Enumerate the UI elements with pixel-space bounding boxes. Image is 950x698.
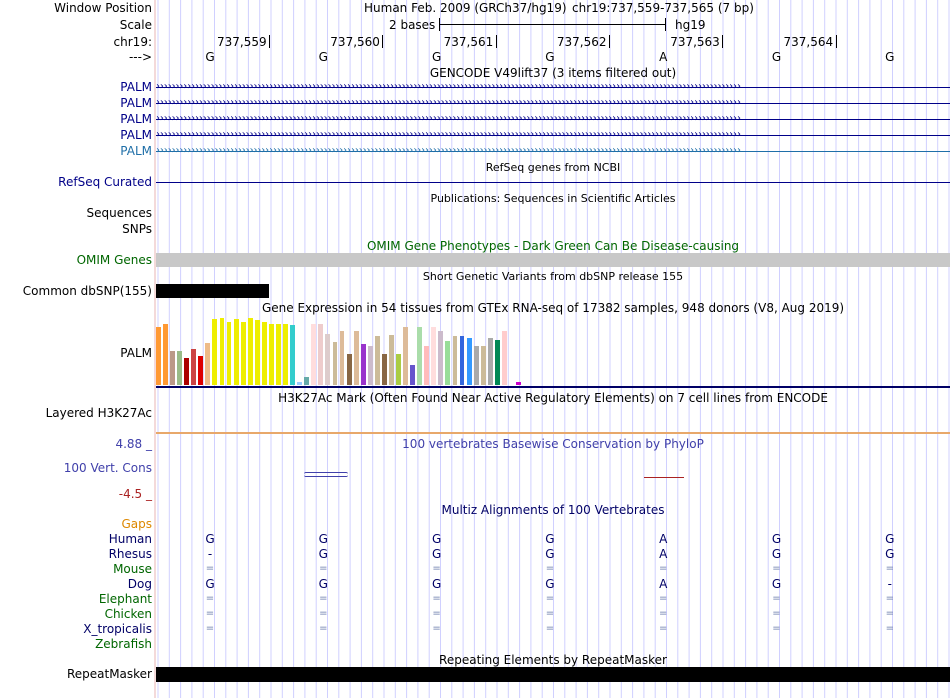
gtex-tissue-bar[interactable] <box>156 327 161 385</box>
gtex-tissue-bar[interactable] <box>481 346 486 385</box>
multiz-base: = <box>319 563 328 574</box>
gtex-tissue-bar[interactable] <box>297 382 302 385</box>
ruler-tick <box>382 35 383 48</box>
ruler-tick-label: 737,561 <box>443 35 494 49</box>
gtex-tissue-bar[interactable] <box>340 331 345 385</box>
gencode-item-label[interactable]: PALM <box>120 112 152 126</box>
multiz-base: = <box>205 623 215 634</box>
gtex-tissue-bar[interactable] <box>495 340 500 385</box>
gtex-tissue-bar[interactable] <box>163 324 168 385</box>
gencode-item-label[interactable]: PALM <box>120 96 152 110</box>
gtex-tissue-bar[interactable] <box>467 338 472 385</box>
gtex-tissue-bar[interactable] <box>205 343 210 385</box>
multiz-base: G <box>205 532 215 546</box>
gtex-title[interactable]: Gene Expression in 54 tissues from GTEx RNA-seq of 17382 samples, 948 donors (V8, Aug 2019) <box>261 301 845 315</box>
assembly-label: Human Feb. 2009 (GRCh37/hg19) <box>364 1 567 15</box>
gtex-tissue-bar[interactable] <box>311 324 316 385</box>
gtex-tissue-bar[interactable] <box>262 322 267 385</box>
ruler-tick-label: 737,563 <box>670 35 720 49</box>
gtex-tissue-bar[interactable] <box>382 354 387 385</box>
strand-label: ---> <box>128 50 152 64</box>
multiz-species-label[interactable]: Elephant <box>98 592 152 606</box>
position-label[interactable]: chr19:737,559-737,565 (7 bp) <box>572 1 754 15</box>
gtex-tissue-bar[interactable] <box>333 342 338 385</box>
ruler-tick <box>269 35 270 48</box>
multiz-base: = <box>432 608 441 619</box>
dbsnp-title[interactable]: Short Genetic Variants from dbSNP release 155 <box>422 270 684 283</box>
ruler-tick-label: 737,564 <box>783 35 834 49</box>
ruler-tick-label: 737,559 <box>217 35 267 49</box>
multiz-species-label[interactable]: X_tropicalis <box>83 622 152 636</box>
multiz-base: - <box>887 577 892 591</box>
multiz-base: G <box>431 547 442 561</box>
gencode-title[interactable]: GENCODE V49lift37 (3 items filtered out) <box>429 66 677 80</box>
refseq-line <box>156 182 950 183</box>
multiz-base: = <box>885 593 894 604</box>
repeatmasker-label[interactable]: RepeatMasker <box>66 667 152 681</box>
multiz-base: = <box>205 563 215 574</box>
repeatmasker-feature[interactable] <box>156 667 950 682</box>
scale-text: 2 bases <box>389 18 436 32</box>
gtex-tissue-bar[interactable] <box>417 327 422 385</box>
multiz-base: G <box>771 577 782 591</box>
reference-base: G <box>318 50 328 64</box>
gencode-strand-arrows: ›››››››››››››››››››››››››››››››››››››››››››››››››››››››››››››››››››››››››››››››››››››››››››››››››››››››››››››››››››››››››››››››››››››››››››››››››››››› <box>156 129 741 140</box>
multiz-base: G <box>545 577 555 591</box>
gtex-tissue-bar[interactable] <box>184 358 189 385</box>
scale-bar-left-tick <box>439 18 440 31</box>
multiz-base: = <box>772 608 781 619</box>
multiz-base: G <box>771 532 782 546</box>
multiz-base: = <box>658 593 668 604</box>
multiz-base: = <box>432 563 441 574</box>
multiz-base: = <box>885 608 894 619</box>
multiz-base: = <box>885 623 894 634</box>
gtex-tissue-bar[interactable] <box>431 327 436 385</box>
multiz-base: = <box>205 608 215 619</box>
gtex-tissue-bar[interactable] <box>375 336 380 385</box>
multiz-species-label[interactable]: Rhesus <box>108 547 152 561</box>
gencode-item-label[interactable]: PALM <box>120 144 152 158</box>
gtex-tissue-bar[interactable] <box>502 331 507 385</box>
gtex-tissue-bar[interactable] <box>220 318 225 385</box>
conservation-title[interactable]: 100 vertebrates Basewise Conservation by PhyloP <box>402 437 704 451</box>
multiz-species-label[interactable]: Chicken <box>104 607 152 621</box>
conservation-negative-blip <box>644 477 684 478</box>
conservation-min: -4.5 _ <box>118 487 152 501</box>
reference-base: G <box>885 50 895 64</box>
gtex-tissue-bar[interactable] <box>438 331 443 385</box>
gaps-label[interactable]: Gaps <box>121 517 152 531</box>
multiz-species-label[interactable]: Human <box>108 532 152 546</box>
multiz-base: G <box>318 577 328 591</box>
multiz-base: = <box>772 593 781 604</box>
multiz-title[interactable]: Multiz Alignments of 100 Vertebrates <box>441 503 665 517</box>
gtex-tissue-bar[interactable] <box>488 338 493 385</box>
gtex-tissue-bar[interactable] <box>248 318 253 385</box>
gtex-tissue-bar[interactable] <box>516 382 521 385</box>
gtex-label[interactable]: PALM <box>120 346 152 360</box>
multiz-base: G <box>885 532 895 546</box>
window-position-label: Window Position <box>54 1 152 15</box>
multiz-base: = <box>658 608 668 619</box>
ruler-tick <box>609 35 610 48</box>
gtex-baseline <box>156 386 950 388</box>
refseq-label[interactable]: RefSeq Curated <box>58 175 152 189</box>
gtex-tissue-bar[interactable] <box>318 324 323 385</box>
gtex-tissue-bar[interactable] <box>304 377 309 385</box>
multiz-base: = <box>545 563 555 574</box>
multiz-base: = <box>432 623 441 634</box>
publications-title[interactable]: Publications: Sequences in Scientific Articles <box>430 192 676 205</box>
multiz-base: = <box>319 623 328 634</box>
gtex-tissue-bar[interactable] <box>198 356 203 385</box>
multiz-base: G <box>431 577 442 591</box>
multiz-base: G <box>205 577 215 591</box>
multiz-base: A <box>659 532 668 546</box>
gtex-tissue-bar[interactable] <box>354 331 359 385</box>
conservation-label[interactable]: 100 Vert. Cons <box>63 461 152 475</box>
reference-base: G <box>545 50 555 64</box>
multiz-base: = <box>319 593 328 604</box>
scale-db: hg19 <box>675 18 706 32</box>
multiz-base: = <box>772 563 781 574</box>
h3k27ac-signal-line <box>156 432 950 434</box>
gtex-tissue-bar[interactable] <box>283 324 288 385</box>
gtex-tissue-bar[interactable] <box>347 354 352 385</box>
scale-bar-right-tick <box>665 18 666 31</box>
repeatmasker-title[interactable]: Repeating Elements by RepeatMasker <box>439 653 667 667</box>
gencode-strand-arrows: ›››››››››››››››››››››››››››››››››››››››››››››››››››››››››››››››››››››››››››››››››››››››››››››››››››››››››››››››››››››››››››››››››››››››››››››››››››››› <box>156 81 741 92</box>
dbsnp-feature[interactable] <box>156 284 269 298</box>
reference-base: A <box>659 50 668 64</box>
gtex-tissue-bar[interactable] <box>460 336 465 385</box>
gtex-tissue-bar[interactable] <box>241 322 246 385</box>
ruler-tick <box>722 35 723 48</box>
refseq-title[interactable]: RefSeq genes from NCBI <box>485 161 621 174</box>
gtex-tissue-bar[interactable] <box>191 349 196 385</box>
ruler-tick <box>496 35 497 48</box>
gtex-tissue-bar[interactable] <box>424 346 429 385</box>
gtex-tissue-bar[interactable] <box>227 322 232 385</box>
multiz-base: G <box>545 532 555 546</box>
gtex-tissue-bar[interactable] <box>361 344 366 385</box>
ruler-tick <box>836 35 837 48</box>
gtex-tissue-bar[interactable] <box>325 334 330 385</box>
reference-base: G <box>431 50 442 64</box>
gtex-tissue-bar[interactable] <box>474 346 479 385</box>
multiz-base: A <box>659 577 668 591</box>
h3k27ac-title[interactable]: H3K27Ac Mark (Often Found Near Active Regulatory Elements) on 7 cell lines from ENCODE <box>278 391 828 405</box>
gtex-tissue-bar[interactable] <box>269 324 274 385</box>
dbsnp-label[interactable]: Common dbSNP(155) <box>22 284 152 298</box>
gencode-strand-arrows: ›››››››››››››››››››››››››››››››››››››››››››››››››››››››››››››››››››››››››››››››››››››››››››››››››››››››››››››››››››››››››››››››››››››››››››››››››››››› <box>156 97 741 108</box>
gtex-tissue-bar[interactable] <box>276 324 281 385</box>
chrom-label: chr19: <box>113 35 152 49</box>
multiz-base: = <box>545 593 555 604</box>
gtex-tissue-bar[interactable] <box>177 351 182 385</box>
gencode-strand-arrows: ›››››››››››››››››››››››››››››››››››››››››››››››››››››››››››››››››››››››››››››››››››››››››››››››››››››››››››››››››››››››››››››››››››››››››››››››››››››› <box>156 145 741 156</box>
multiz-species-label[interactable]: Zebrafish <box>95 637 152 651</box>
gencode-item-label[interactable]: PALM <box>120 128 152 142</box>
multiz-base: G <box>885 547 895 561</box>
gtex-tissue-bar[interactable] <box>410 365 415 385</box>
multiz-base: = <box>545 623 555 634</box>
gtex-tissue-bar[interactable] <box>212 319 217 385</box>
multiz-base: A <box>659 547 668 561</box>
conservation-max: 4.88 _ <box>115 437 152 451</box>
gtex-tissue-bar[interactable] <box>255 320 260 385</box>
omim-feature[interactable] <box>156 253 950 267</box>
multiz-base: G <box>545 547 555 561</box>
ruler-tick-label: 737,560 <box>330 35 380 49</box>
gtex-tissue-bar[interactable] <box>396 354 401 385</box>
gtex-tissue-bar[interactable] <box>403 327 408 385</box>
gencode-item-label[interactable]: PALM <box>120 80 152 94</box>
multiz-base: = <box>885 563 894 574</box>
multiz-species-label[interactable]: Dog <box>127 577 152 591</box>
multiz-species-label[interactable]: Mouse <box>113 562 152 576</box>
gtex-tissue-bar[interactable] <box>290 325 295 385</box>
gtex-tissue-bar[interactable] <box>453 336 458 385</box>
omim-label[interactable]: OMIM Genes <box>76 253 152 267</box>
omim-title[interactable]: OMIM Gene Phenotypes - Dark Green Can Be Disease-causing <box>366 239 740 253</box>
gtex-tissue-bar[interactable] <box>389 335 394 385</box>
gtex-tissue-bar[interactable] <box>170 351 175 385</box>
multiz-base: = <box>319 608 328 619</box>
multiz-base: = <box>545 608 555 619</box>
publications-label[interactable]: Sequences <box>86 206 152 220</box>
multiz-base: = <box>772 623 781 634</box>
h3k27ac-label[interactable]: Layered H3K27Ac <box>45 406 152 420</box>
multiz-base: = <box>658 563 668 574</box>
multiz-base: G <box>771 547 782 561</box>
reference-base: G <box>205 50 215 64</box>
multiz-base: G <box>431 532 442 546</box>
multiz-base: = <box>205 593 215 604</box>
gencode-strand-arrows: ›››››››››››››››››››››››››››››››››››››››››››››››››››››››››››››››››››››››››››››››››››››››››››››››››››››››››››››››››››››››››››››››››››››››››››››››››››››› <box>156 113 741 124</box>
ruler-tick-label: 737,562 <box>556 35 607 49</box>
gtex-tissue-bar[interactable] <box>445 341 450 385</box>
gtex-tissue-bar[interactable] <box>234 319 239 385</box>
multiz-base: = <box>658 623 668 634</box>
scale-bar <box>439 24 665 25</box>
multiz-base: = <box>432 593 441 604</box>
conservation-positive-blip <box>304 472 348 477</box>
snps-label[interactable]: SNPs <box>122 222 152 236</box>
gtex-tissue-bar[interactable] <box>368 346 373 385</box>
reference-base: G <box>771 50 782 64</box>
multiz-base: - <box>207 547 213 561</box>
multiz-base: G <box>318 547 328 561</box>
scale-label: Scale <box>119 18 152 32</box>
multiz-base: G <box>318 532 328 546</box>
